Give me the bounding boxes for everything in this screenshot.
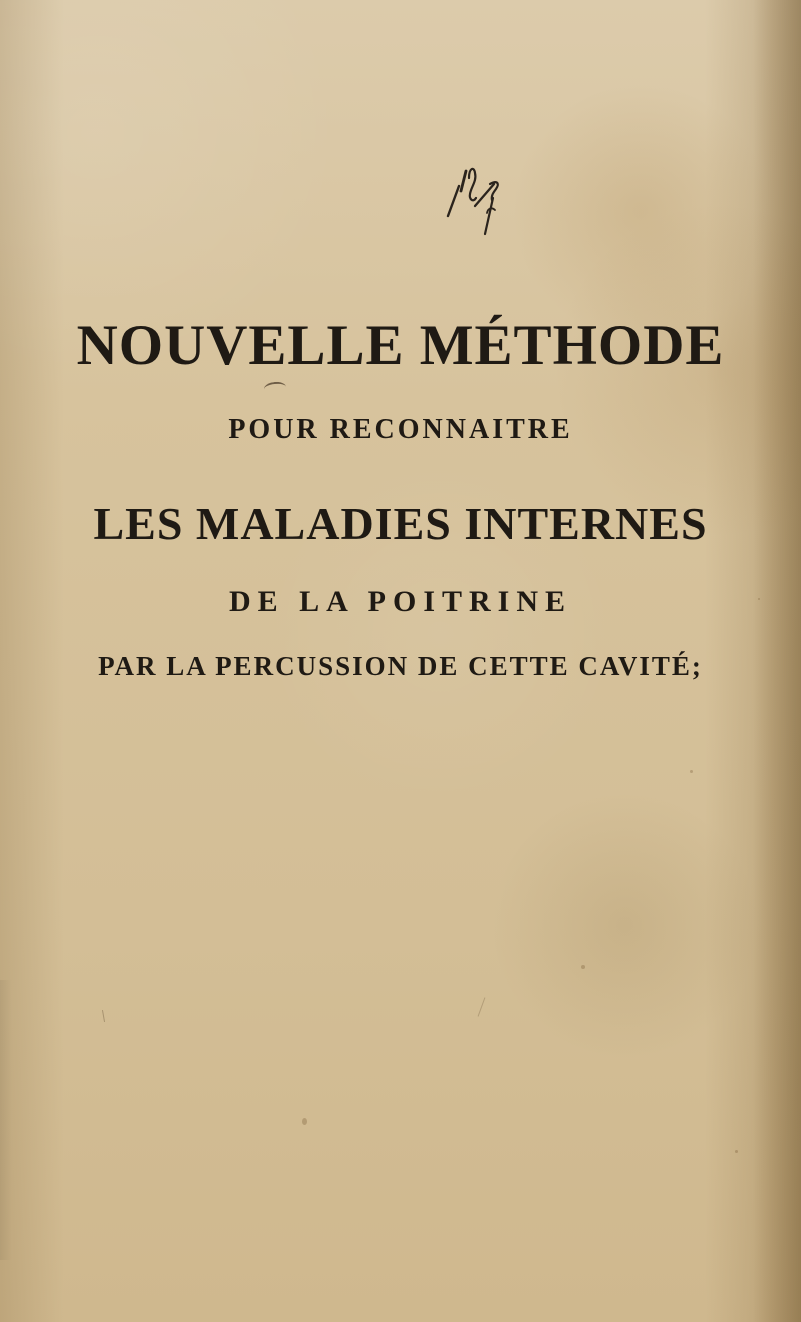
- title-line-2: POUR RECONNAITRE: [228, 414, 573, 445]
- paper-speck: [581, 965, 585, 969]
- small-ink-mark: [263, 381, 286, 395]
- paper-scratch: [102, 1010, 105, 1022]
- title-line-1: NOUVELLE MÉTHODE: [76, 314, 725, 377]
- paper-scratch: [478, 997, 486, 1016]
- handwritten-shelfmark: [444, 158, 509, 236]
- paper-speck: [690, 770, 693, 773]
- title-line-5: PAR LA PERCUSSION DE CETTE CAVITÉ;: [98, 651, 703, 681]
- paper-speck: [302, 1118, 307, 1125]
- handwritten-shelfmark-graphic: [444, 158, 509, 236]
- left-page-shadow: [0, 980, 12, 1260]
- paper-speck: [735, 1150, 738, 1153]
- title-line-4: DE LA POITRINE: [228, 585, 573, 618]
- title-line-3: LES MALADIES INTERNES: [93, 498, 708, 549]
